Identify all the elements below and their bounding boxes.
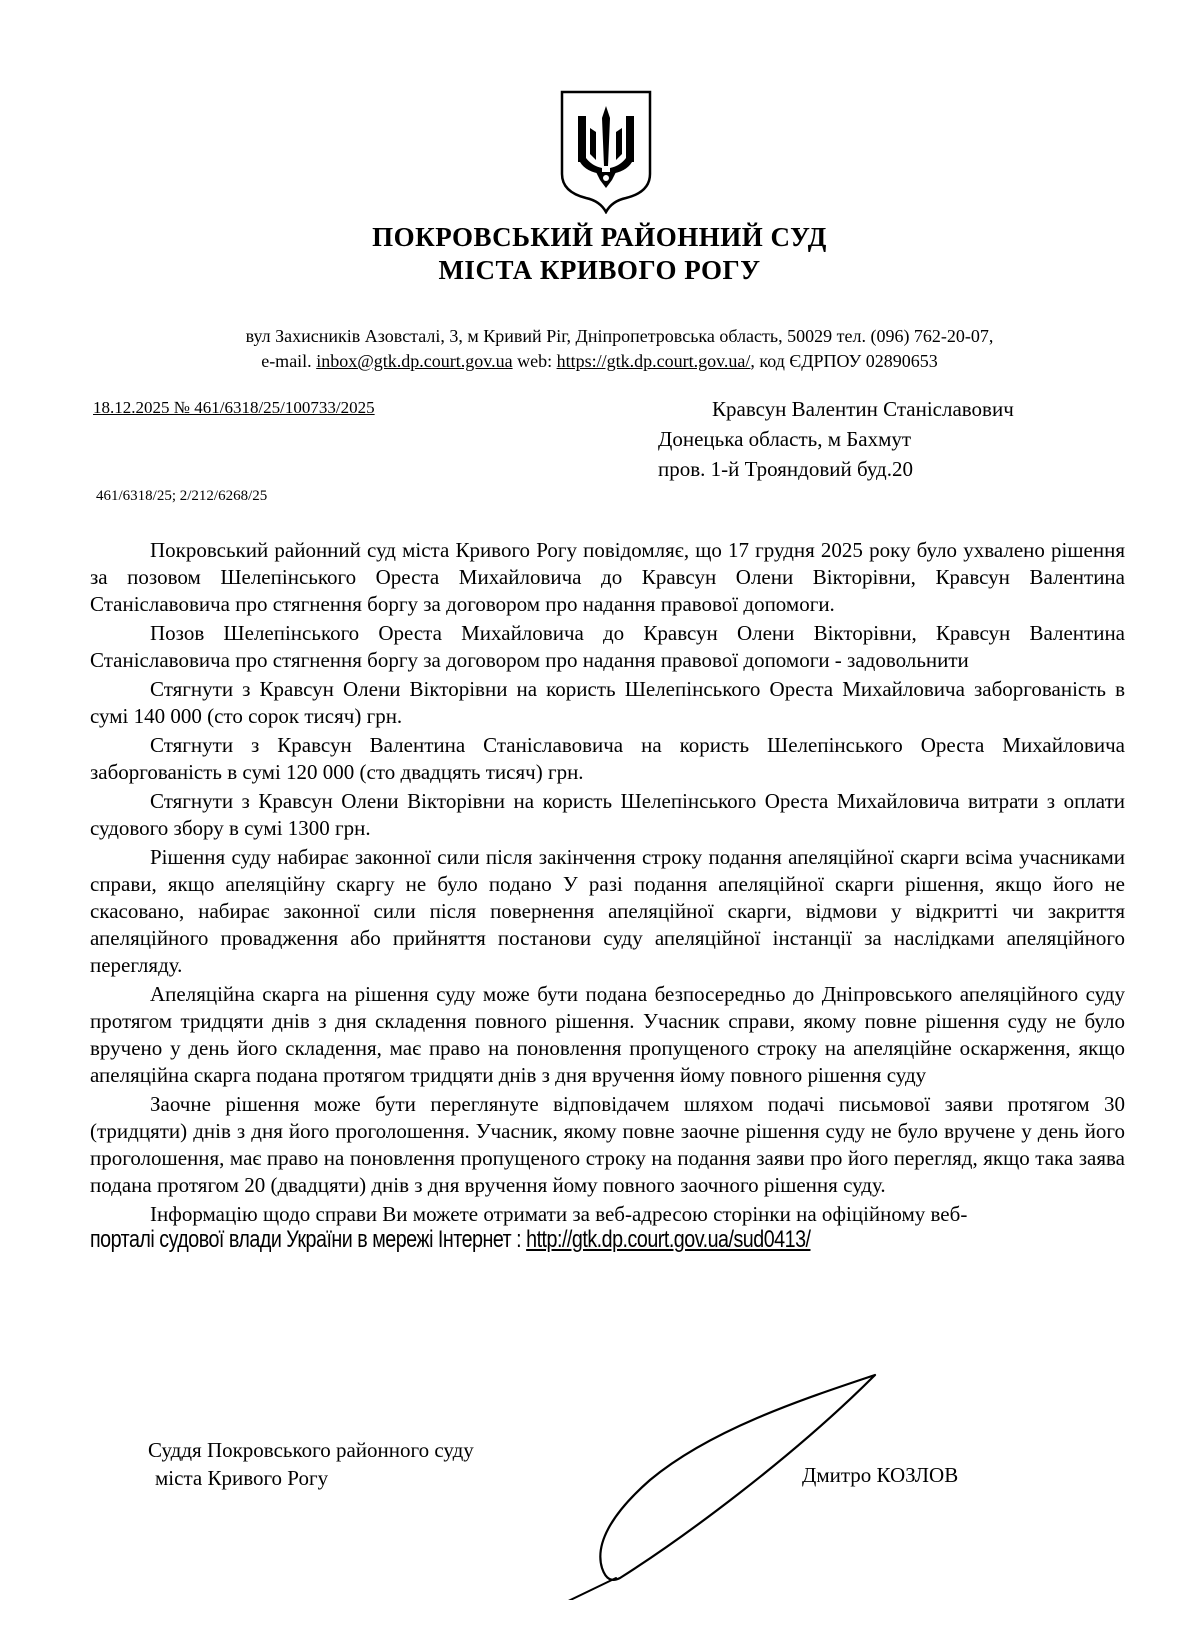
paragraph-notice: Покровський районний суд міста Кривого Рогу повідомляє, що 17 грудня 2025 року було ухвалено рішення за позовом Шелепінського Ореста Михайловича до Кравсун Олени Вікторівни, Кравсун Валентина Станіславовича про стягнення боргу за договором про надання правової допомоги. bbox=[90, 538, 1125, 616]
web-link[interactable]: https://gtk.dp.court.gov.ua/ bbox=[556, 351, 751, 371]
court-contacts bbox=[0, 350, 1199, 372]
court-name-line2: МІСТА КРИВОГО РОГУ bbox=[438, 255, 761, 285]
email-label: e-mail. bbox=[261, 351, 317, 371]
portal-link[interactable]: http://gtk.dp.court.gov.ua/sud0413/ bbox=[526, 1226, 811, 1253]
recipient-region-city: Донецька область, м Бахмут bbox=[658, 427, 912, 451]
coat-of-arms-icon bbox=[556, 88, 656, 214]
recipient-name: Кравсун Валентин Станіславович bbox=[712, 397, 1014, 421]
paragraph-default-judgment: Заочне рішення може бути переглянуте відповідачем шляхом подачі письмової заяви протягом 30 (тридцяти) днів з дня його проголошення. Учасник, якому повне заочне рішення суду не було вручене у день його проголошення, має право на поновлення пропущеного строку на подання заяви про його перегляд, якщо така заява подана протягом 20 (двадцяти) днів з дня вручення йому повного заочного рішення суду. bbox=[90, 1092, 1125, 1197]
court-address: вул Захисників Азовсталі, 3, м Кривий Ріг, Дніпропетровська область, 50029 тел. (096) 762-20-07, bbox=[245, 326, 994, 346]
paragraph-info: Інформацію щодо справи Ви можете отримати за веб-адресою сторінки на офіційному веб- bbox=[150, 1202, 968, 1226]
recipient-street: пров. 1-й Трояндовий буд.20 bbox=[658, 457, 913, 481]
judge-position-line2: міста Кривого Рогу bbox=[155, 1466, 329, 1490]
paragraph-recovery-2: Стягнути з Кравсун Валентина Станіславовича на користь Шелепінського Ореста Михайловича заборгованість в сумі 120 000 (сто двадцять тисяч) грн. bbox=[90, 733, 1125, 784]
paragraph-court-fee: Стягнути з Кравсун Олени Вікторівни на користь Шелепінського Ореста Михайловича витрати з оплати судового збору в сумі 1300 грн. bbox=[90, 789, 1125, 840]
court-name-line1: ПОКРОВСЬКИЙ РАЙОННИЙ СУД bbox=[372, 222, 827, 252]
judge-position bbox=[148, 1436, 474, 1492]
portal-line bbox=[90, 1226, 810, 1253]
letter-body bbox=[90, 537, 1125, 1254]
paragraph-claim-granted: Позов Шелепінського Ореста Михайловича до Кравсун Олени Вікторівни, Кравсун Валентина Станіславовича про стягнення боргу за договором про надання правової допомоги - задовольнити bbox=[90, 621, 1125, 672]
paragraph-recovery-1: Стягнути з Кравсун Олени Вікторівни на користь Шелепінського Ореста Михайловича заборгованість в сумі 140 000 (сто сорок тисяч) грн. bbox=[90, 677, 1125, 728]
portal-text: порталі судової влади України в мережі Інтернет : bbox=[90, 1226, 527, 1253]
edrpou-code: , код ЄДРПОУ 02890653 bbox=[750, 351, 938, 371]
outgoing-number: 18.12.2025 № 461/6318/25/100733/2025 bbox=[93, 398, 375, 417]
paragraph-appeal: Апеляційна скарга на рішення суду може бути подана безпосередньо до Дніпровського апеляційного суду протягом тридцяти днів з дня складення повного рішення. Учасник справи, якому повне рішення суду не було вручено у день його складення, має право на поновлення пропущеного строку на апеляційне оскарження, якщо апеляційна скарга подана протягом тридцяти днів з дня вручення йому повного рішення суду bbox=[90, 982, 1125, 1087]
judge-position-line1: Суддя Покровського районного суду bbox=[148, 1438, 474, 1462]
web-label: web: bbox=[512, 351, 557, 371]
email-link[interactable]: inbox@gtk.dp.court.gov.ua bbox=[316, 351, 513, 371]
paragraph-legal-force: Рішення суду набирає законної сили після закінчення строку подання апеляційної скарги всіма учасниками справи, якщо апеляційну скаргу не було подано У разі подання апеляційної скарги рішення, якщо його не скасовано, набирає законної сили після повернення апеляційної скарги, відмови у відкритті чи закриття апеляційного провадження або прийняття постанови суду апеляційної інстанції за наслідками апеляційного перегляду. bbox=[90, 845, 1125, 977]
case-references: 461/6318/25; 2/212/6268/25 bbox=[96, 488, 268, 504]
signer-name: Дмитро КОЗЛОВ bbox=[802, 1463, 959, 1487]
